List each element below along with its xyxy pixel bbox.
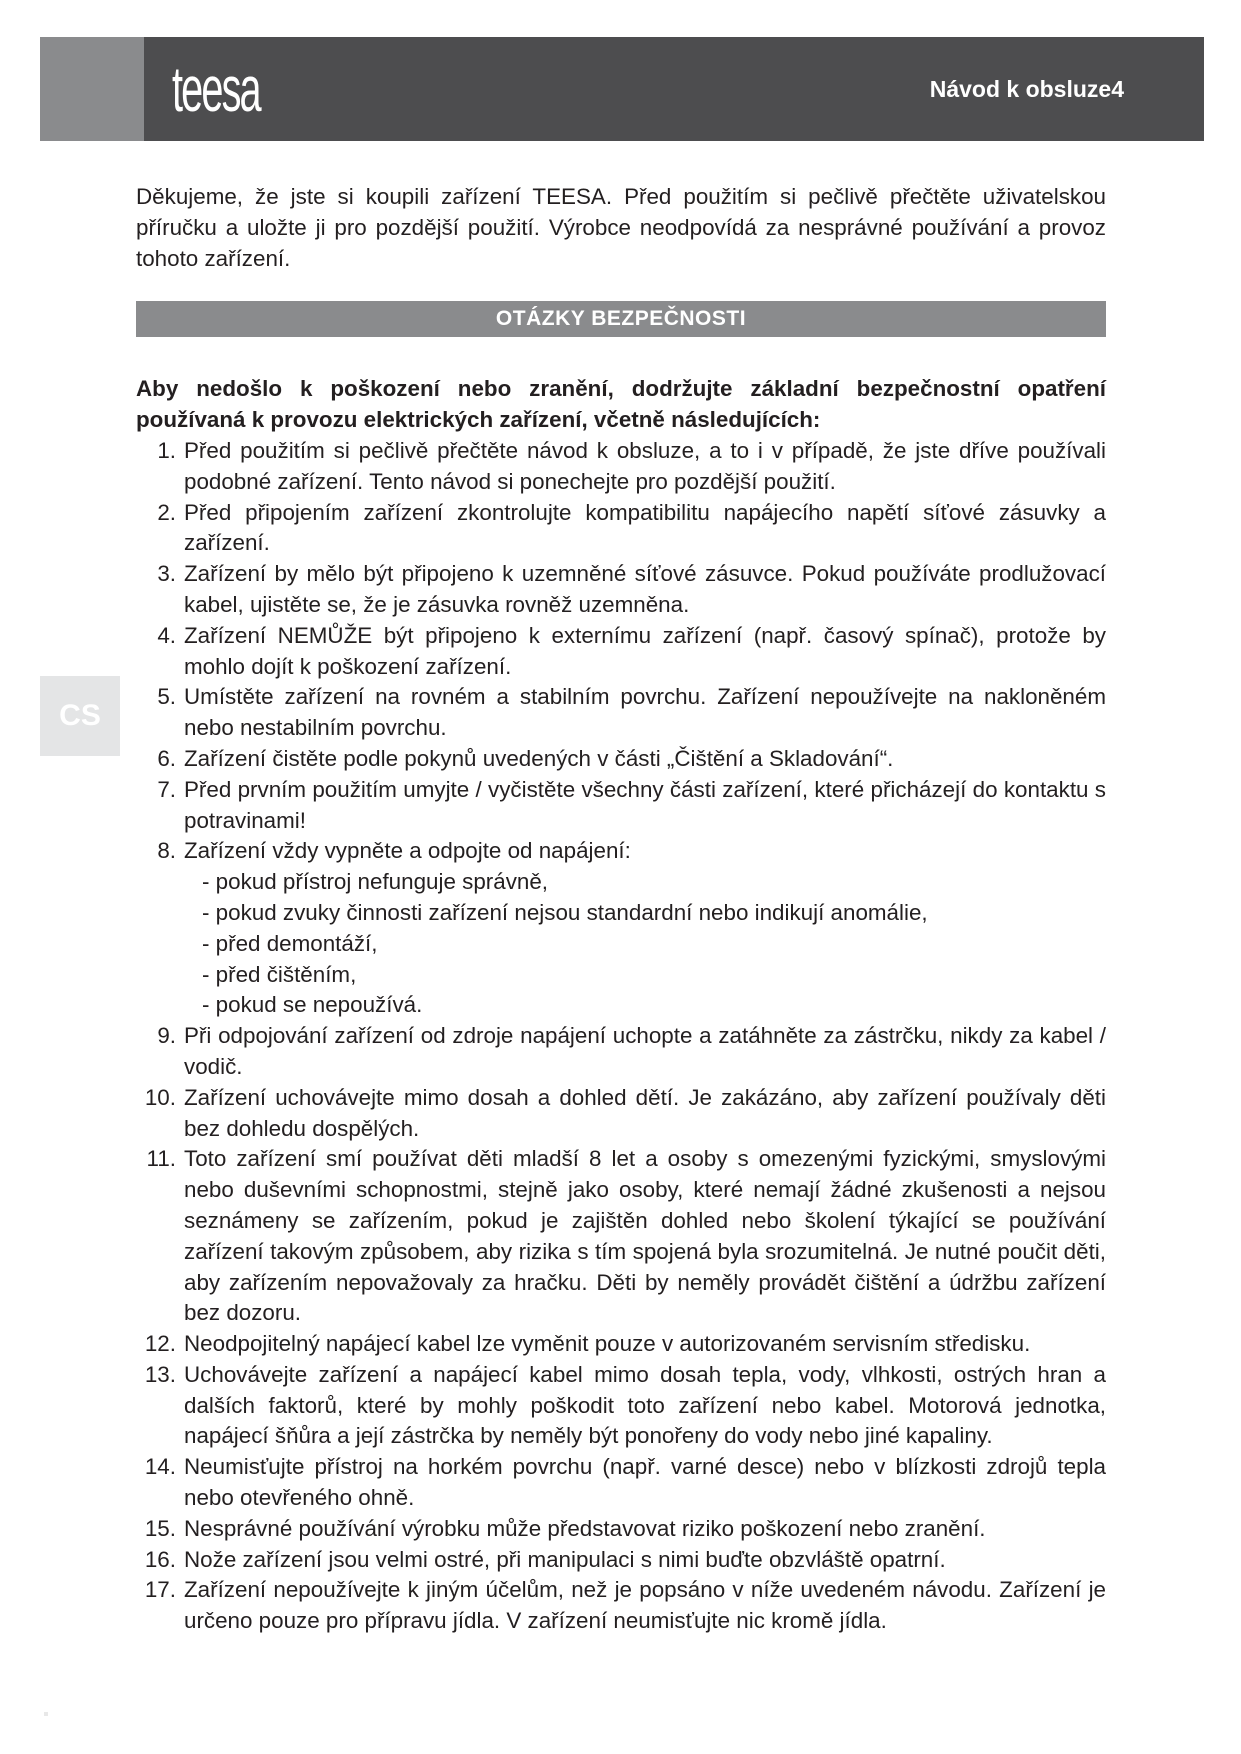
list-item: 8. Zařízení vždy vypněte a odpojte od napájení: - pokud přístroj nefunguje správně, - pokud zvuky činnosti zařízení nejsou standardní nebo indikují anomálie, - před demontáží, - před čištěním, - pokud se nepoužívá. bbox=[136, 836, 1106, 1021]
list-item: 14. Neumisťujte přístroj na horkém povrchu (např. varné desce) nebo v blízkosti zdrojů tepla nebo otevřeného ohně. bbox=[144, 1454, 1106, 1511]
list-item: 5. Umístěte zařízení na rovném a stabilním povrchu. Zařízení nepoužívejte na nakloněném nebo nestabilním povrchu. bbox=[157, 684, 1106, 741]
header-side-block bbox=[40, 37, 144, 141]
page-title: Návod k obsluze4 bbox=[929, 76, 1124, 102]
list-item: 2. Před připojením zařízení zkontrolujte kompatibilitu napájecího napětí síťové zásuvky a zařízení. bbox=[157, 499, 1106, 556]
page-corner-mark bbox=[44, 1712, 48, 1716]
list-item-text: Zařízení vždy vypněte a odpojte od napájení: bbox=[184, 838, 631, 864]
list-item: 3. Zařízení by mělo být připojeno k uzemněné síťové zásuvce. Pokud používáte prodlužovací kabel, ujistěte se, že je zásuvka rovněž uzemněna. bbox=[157, 561, 1106, 617]
sub-item: - pokud přístroj nefunguje správně, bbox=[202, 869, 549, 895]
language-tab: CS bbox=[40, 676, 120, 756]
list-item: 11. Toto zařízení smí používat děti mladší 8 let a osoby s omezenými fyzickými, smyslovými nebo duševními schopnostmi, stejně jako osoby, které nemají žádné zkušenosti a nejsou seznámeny se zařízením, pokud je zajištěn dohled nebo školení týkající se používání zařízení takovým způsobem, aby rizika s tím spojená byla srozumitelná. Je nutné poučit děti, aby zařízením nepovažovaly za hračku. Děti by neměly provádět čištění a údržbu zařízení bez dozoru. bbox=[146, 1146, 1106, 1326]
list-item: 6. Zařízení čistěte podle pokynů uvedených v části „Čištění a Skladování“. bbox=[157, 745, 894, 771]
sub-item: - před čištěním, bbox=[202, 961, 357, 987]
intro-paragraph: Děkujeme, že jste si koupili zařízení TEESA. Před použitím si pečlivě přečtěte uživatelskou příručku a uložte ji pro pozdější použití. Výrobce neodpovídá za nesprávné používání a provoz tohoto zařízení. bbox=[136, 184, 1106, 271]
list-item: 15. Nesprávné používání výrobku může představovat riziko poškození nebo zranění. bbox=[144, 1515, 986, 1541]
list-item: 16. Nože zařízení jsou velmi ostré, při manipulaci s nimi buďte obzvláště opatrní. bbox=[144, 1546, 946, 1572]
lead-paragraph: Aby nedošlo k poškození nebo zranění, dodržujte základní bezpečnostní opatření používaná k provozu elektrických zařízení, včetně následujících: bbox=[136, 376, 1106, 433]
section-heading: OTÁZKY BEZPEČNOSTI bbox=[136, 301, 1106, 337]
list-item: 12. Neodpojitelný napájecí kabel lze vyměnit pouze v autorizovaném servisním středisku. bbox=[144, 1331, 1031, 1357]
list-item: 17. Zařízení nepoužívejte k jiným účelům, než je popsáno v níže uvedeném návodu. Zařízení je určeno pouze pro přípravu jídla. V zařízení neumisťujte nic kromě jídla. bbox=[144, 1577, 1106, 1634]
page-content bbox=[136, 182, 1106, 1637]
list-item: 7. Před prvním použitím umyjte / vyčistěte všechny části zařízení, které přicházejí do kontaktu s potravinami! bbox=[157, 776, 1106, 833]
sub-item: - pokud se nepoužívá. bbox=[202, 992, 423, 1018]
list-item: 13. Uchovávejte zařízení a napájecí kabel mimo dosah tepla, vody, vlhkosti, ostrých hran a dalších faktorů, které by mohly poškodit toto zařízení nebo kabel. Motorová jednotka, napájecí šňůra a její zástrčka by neměly být ponořeny do vody nebo jiné kapaliny. bbox=[144, 1361, 1106, 1449]
teesa-logo: teesa bbox=[172, 53, 260, 125]
safety-list bbox=[136, 436, 1106, 1637]
sub-item: - před demontáží, bbox=[202, 930, 378, 956]
list-item: 4. Zařízení NEMŮŽE být připojeno k externímu zařízení (např. časový spínač), protože by mohlo dojít k poškození zařízení. bbox=[157, 622, 1106, 679]
list-item: 9. Při odpojování zařízení od zdroje napájení uchopte a zatáhněte za zástrčku, nikdy za kabel / vodič. bbox=[157, 1023, 1106, 1079]
list-item: 1. Před použitím si pečlivě přečtěte návod k obsluze, a to i v případě, že jste dříve používali podobné zařízení. Tento návod si ponechejte pro pozdější použití. bbox=[157, 437, 1106, 494]
sub-item: - pokud zvuky činnosti zařízení nejsou standardní nebo indikují anomálie, bbox=[202, 899, 928, 925]
page-header bbox=[40, 37, 1204, 141]
list-item: 10. Zařízení uchovávejte mimo dosah a dohled dětí. Je zakázáno, aby zařízení používaly děti bez dohledu dospělých. bbox=[144, 1084, 1106, 1141]
